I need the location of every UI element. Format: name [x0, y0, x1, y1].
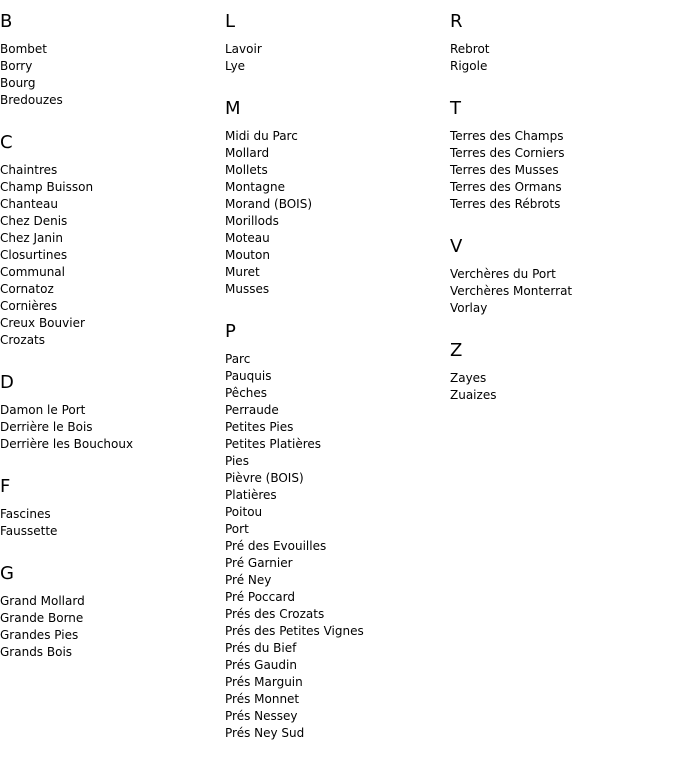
place-list: [0, 506, 225, 540]
place-link-parc[interactable]: Parc: [225, 352, 251, 366]
place-link-morand-bois[interactable]: Morand (BOIS): [225, 197, 313, 211]
place-link-derriere-le-bois[interactable]: Derrière le Bois: [0, 420, 93, 434]
place-link-rigole[interactable]: Rigole: [450, 59, 488, 73]
place-link-damon-le-port[interactable]: Damon le Port: [0, 403, 86, 417]
letter-heading: M: [225, 98, 241, 119]
place-link-poitou[interactable]: Poitou: [225, 505, 263, 519]
place-link-perraude[interactable]: Perraude: [225, 403, 279, 417]
place-link-terres-des-musses[interactable]: Terres des Musses: [450, 163, 559, 177]
place-link-cornatoz[interactable]: Cornatoz: [0, 282, 54, 296]
letter-group-d: [0, 349, 225, 453]
place-link-musses[interactable]: Musses: [225, 282, 270, 296]
place-link-cornieres[interactable]: Cornières: [0, 299, 58, 313]
place-link-lye[interactable]: Lye: [225, 59, 246, 73]
letter-group-g: [0, 540, 225, 661]
place-link-crozats[interactable]: Crozats: [0, 333, 45, 347]
place-link-pres-gaudin[interactable]: Prés Gaudin: [225, 658, 297, 672]
letter-group-p: [225, 298, 450, 742]
place-list: [225, 128, 450, 298]
place-link-chaintres[interactable]: Chaintres: [0, 163, 58, 177]
place-link-port[interactable]: Port: [225, 522, 249, 536]
letter-group-m: [225, 75, 450, 298]
place-link-vorlay[interactable]: Vorlay: [450, 301, 488, 315]
place-list: [0, 41, 225, 109]
index-column-2: [225, 0, 450, 742]
place-link-pres-des-crozats[interactable]: Prés des Crozats: [225, 607, 325, 621]
letter-group-v: [450, 213, 675, 317]
place-link-platieres[interactable]: Platières: [225, 488, 277, 502]
place-list: [450, 266, 675, 317]
place-link-terres-des-rebrots[interactable]: Terres des Rébrots: [450, 197, 561, 211]
place-link-faussette[interactable]: Faussette: [0, 524, 58, 538]
letter-group-c: [0, 109, 225, 349]
place-link-mouton[interactable]: Mouton: [225, 248, 270, 262]
place-link-zayes[interactable]: Zayes: [450, 371, 487, 385]
place-list: [450, 370, 675, 404]
place-link-pres-des-petites-vignes[interactable]: Prés des Petites Vignes: [225, 624, 364, 638]
place-link-fascines[interactable]: Fascines: [0, 507, 51, 521]
letter-heading: P: [225, 321, 236, 342]
place-link-grands-bois[interactable]: Grands Bois: [0, 645, 73, 659]
letter-heading: R: [450, 11, 463, 32]
place-link-bombet[interactable]: Bombet: [0, 42, 47, 56]
place-link-terres-des-corniers[interactable]: Terres des Corniers: [450, 146, 565, 160]
place-link-mollets[interactable]: Mollets: [225, 163, 268, 177]
letter-heading: Z: [450, 340, 463, 361]
place-link-lavoir[interactable]: Lavoir: [225, 42, 262, 56]
place-link-peches[interactable]: Pêches: [225, 386, 268, 400]
place-link-pre-ney[interactable]: Pré Ney: [225, 573, 272, 587]
place-link-pres-du-bief[interactable]: Prés du Bief: [225, 641, 297, 655]
place-link-pauquis[interactable]: Pauquis: [225, 369, 272, 383]
place-link-pre-des-evouilles[interactable]: Pré des Evouilles: [225, 539, 327, 553]
place-link-muret[interactable]: Muret: [225, 265, 260, 279]
place-link-derriere-les-bouchoux[interactable]: Derrière les Bouchoux: [0, 437, 134, 451]
place-list: [450, 41, 675, 75]
place-list: [225, 351, 450, 742]
letter-group-t: [450, 75, 675, 213]
place-link-petites-platieres[interactable]: Petites Platières: [225, 437, 322, 451]
place-link-terres-des-champs[interactable]: Terres des Champs: [450, 129, 564, 143]
place-link-grand-mollard[interactable]: Grand Mollard: [0, 594, 85, 608]
letter-heading: L: [225, 11, 236, 32]
place-link-vercheres-du-port[interactable]: Verchères du Port: [450, 267, 556, 281]
letter-group-r: [450, 0, 675, 75]
place-link-morillods[interactable]: Morillods: [225, 214, 279, 228]
place-list: [0, 402, 225, 453]
letter-group-f: [0, 453, 225, 540]
place-link-vercheres-monterrat[interactable]: Verchères Monterrat: [450, 284, 573, 298]
place-link-borry[interactable]: Borry: [0, 59, 33, 73]
place-link-pievre-bois[interactable]: Pièvre (BOIS): [225, 471, 304, 485]
place-list: [0, 593, 225, 661]
place-link-pres-monnet[interactable]: Prés Monnet: [225, 692, 300, 706]
place-link-pres-marguin[interactable]: Prés Marguin: [225, 675, 303, 689]
place-list: [450, 128, 675, 213]
index-column-3: [450, 0, 675, 404]
letter-heading: B: [0, 11, 13, 32]
place-list: [0, 162, 225, 349]
letter-heading: C: [0, 132, 13, 153]
place-link-rebrot[interactable]: Rebrot: [450, 42, 490, 56]
letter-group-l: [225, 0, 450, 75]
letter-heading: G: [0, 563, 14, 584]
place-link-bredouzes[interactable]: Bredouzes: [0, 93, 63, 107]
place-link-chez-denis[interactable]: Chez Denis: [0, 214, 68, 228]
place-link-pre-garnier[interactable]: Pré Garnier: [225, 556, 293, 570]
place-link-petites-pies[interactable]: Petites Pies: [225, 420, 294, 434]
place-link-communal[interactable]: Communal: [0, 265, 65, 279]
place-link-zuaizes[interactable]: Zuaizes: [450, 388, 497, 402]
place-link-chez-janin[interactable]: Chez Janin: [0, 231, 63, 245]
index-column-1: [0, 0, 225, 661]
place-link-pies[interactable]: Pies: [225, 454, 249, 468]
place-link-pre-poccard[interactable]: Pré Poccard: [225, 590, 295, 604]
letter-heading: F: [0, 476, 11, 497]
place-link-pres-nessey[interactable]: Prés Nessey: [225, 709, 298, 723]
place-link-grande-borne[interactable]: Grande Borne: [0, 611, 84, 625]
place-link-terres-des-ormans[interactable]: Terres des Ormans: [450, 180, 562, 194]
letter-heading: T: [450, 98, 461, 119]
letter-heading: V: [450, 236, 463, 257]
place-link-bourg[interactable]: Bourg: [0, 76, 36, 90]
place-link-mollard[interactable]: Mollard: [225, 146, 270, 160]
place-link-pres-ney-sud[interactable]: Prés Ney Sud: [225, 726, 305, 740]
place-list: [225, 41, 450, 75]
letter-heading: D: [0, 372, 14, 393]
place-link-moteau[interactable]: Moteau: [225, 231, 270, 245]
place-link-chanteau[interactable]: Chanteau: [0, 197, 58, 211]
place-link-closurtines[interactable]: Closurtines: [0, 248, 68, 262]
place-link-midi-du-parc[interactable]: Midi du Parc: [225, 129, 298, 143]
letter-group-b: [0, 0, 225, 109]
place-link-creux-bouvier[interactable]: Creux Bouvier: [0, 316, 85, 330]
place-link-montagne[interactable]: Montagne: [225, 180, 285, 194]
place-link-grandes-pies[interactable]: Grandes Pies: [0, 628, 79, 642]
letter-group-z: [450, 317, 675, 404]
place-link-champ-buisson[interactable]: Champ Buisson: [0, 180, 94, 194]
